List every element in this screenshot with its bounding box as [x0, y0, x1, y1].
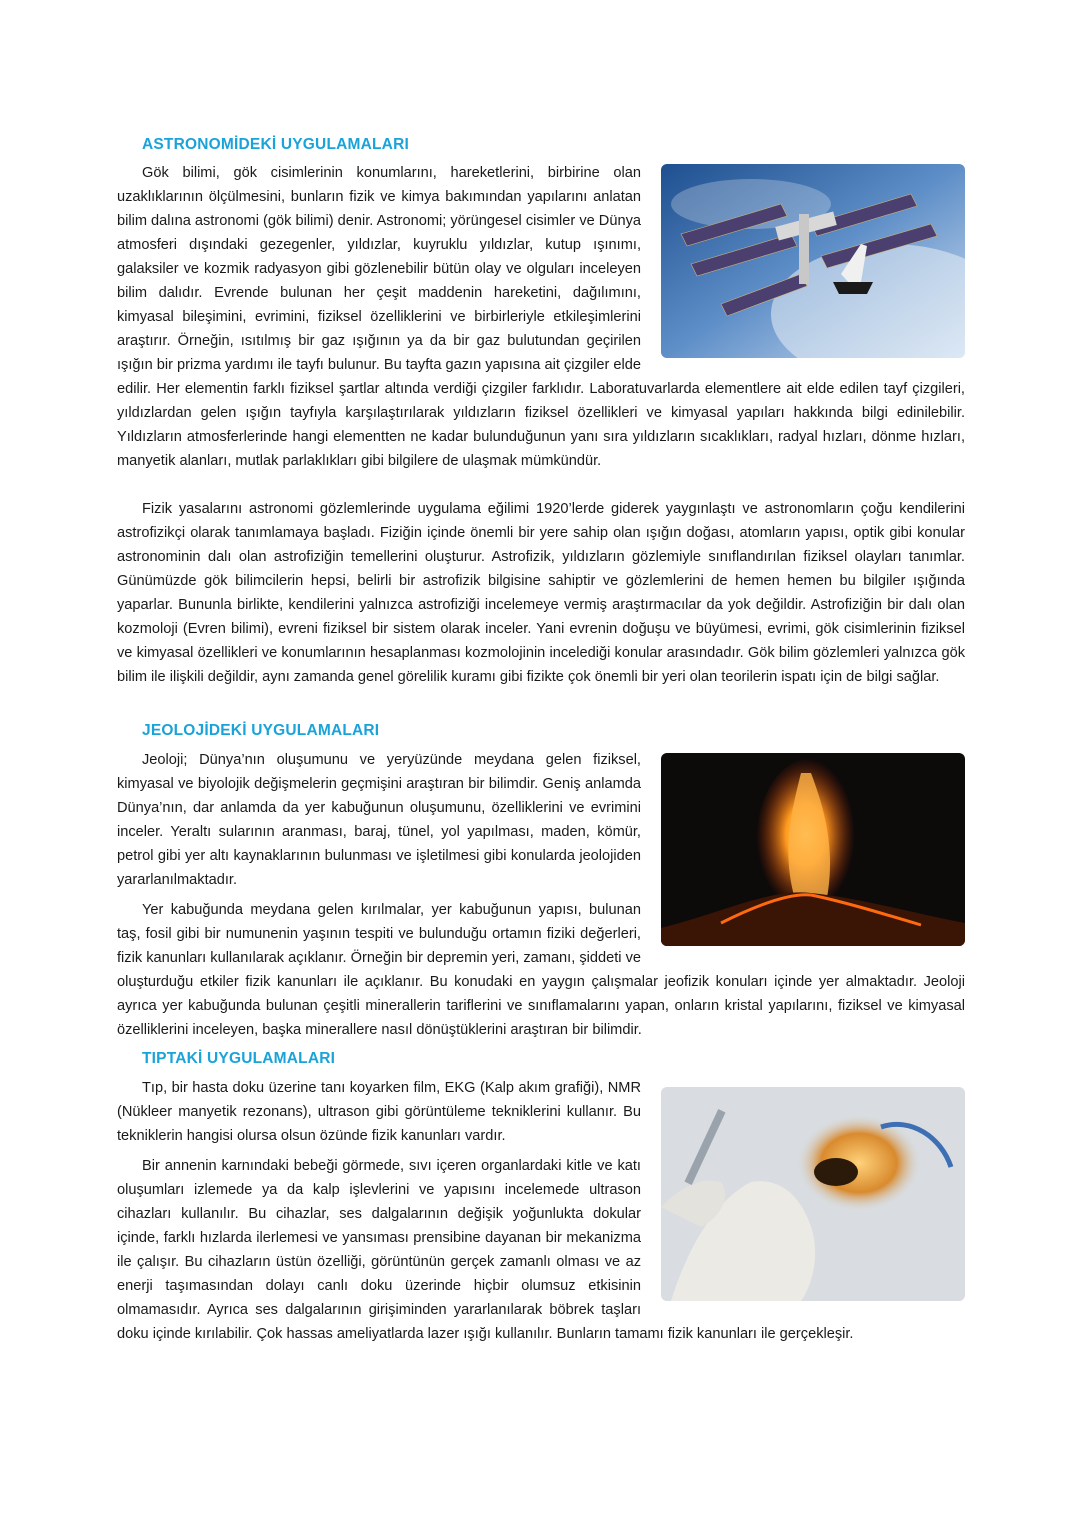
space-station-photo	[661, 164, 965, 358]
astronomy-paragraph-2: Fizik yasalarını astronomi gözlemlerinde uygulama eğilimi 1920’lerde giderek yaygınlaştı ve astronomların çoğu kendilerini astrofizikçi olarak tanımlamaya başladı. Fiziğin içinde önemli bir yere sahip olan ışığın doğası, atomların yapısı, optik gibi konular astronominin dalı olan astrofiziğin temellerini oluşturur. Astrofizik, yıldızların gözlemiyle sınıflandırılan fiziksel olayları tanımlar. Günümüzde gök bilimcilerin hepsi, belirli bir astrofizik bilgisine sahiptir ve gözlemlerini de hemen hemen bu bilgiler ışığında yaparlar. Bununla birlikte, kendilerini yalnızca astrofiziği incelemeye vermiş araştırmacılar da yok değildir. Astrofiziğin bir dalı olan kozmoloji (Evren bilimi), evreni fiziksel bir sistem olarak inceler. Yani evrenin doğuşu ve büyümesi, evrimi, gök cisimlerinin fiziksel ve kimyasal özellikleri ve konumlarının hesaplanması kozmolojinin incelediği konular arasındadır. Gök bilim gözlemleri yalnızca gök bilim ile ilişkili değildir, aynı zamanda genel görelilik kuramı gibi fizikte çok önemli bir yeri olan teorilerin ispatı için de bilgi sağlar.	[117, 501, 965, 685]
astronomy-heading: ASTRONOMİDEKİ UYGULAMALARI	[142, 136, 409, 153]
volcano-image	[661, 753, 965, 946]
medicine-heading: TIPTAKİ UYGULAMALARI	[142, 1050, 336, 1067]
geology-paragraph-1: Jeoloji; Dünya’nın oluşumunu ve yeryüzünde meydana gelen fiziksel, kimyasal ve biyolojik değişmelerin geçmişini araştıran bir bilimdir. Geniş anlamda Dünya’nın, dar anlamda da yer kabuğunun oluşumunu, özelliklerini ve evrimini inceler. Yeraltı sularının aranması, baraj, tünel, yol yapılması, maden, kömür, petrol gibi yer altı kaynaklarının bulunması ve işletilmesi gibi konularda jeolojiden yararlanılmaktadır.	[117, 752, 641, 888]
astronomy-paragraph-1-text: Gök bilimi, gök cisimlerinin konumlarını, hareketlerini, birbirine olan uzaklıklarının ölçülmesini, bunların fizik ve kimya bakımından yapılarını anlatan bilim dalına astronomi (gök bilimi) denir. Astronomi; yörüngesel cisimler ve Dünya atmosferi dışındaki gezegenler, yıldızlar, kuyruklu yıldızlar, kutup ışınımı, galaksiler ve kozmik radyasyon gibi gözlenebilir bütün olay ve olguları inceleyen bilim dalıdır. Evrende bulunan her çeşit maddenin hareketini, dağılımını, kimyasal bileşimini, evrimini, fiziksel özelliklerini ve birbirleriyle etkileşimlerini araştırır. Örneğin, ısıtılmış bir gaz ışığının ya da bir gaz bulutundan geçirilen ışığın bir prizma yardımı ile tayfı bulunur. Bu tayfta gazın yapısına ait çizgiler elde edilir. Her elementin farklı fiziksel şartlar altında verdiği çizgiler farklıdır. Laboratuvarlarda elementlere ait elde edilen tayf çizgileri, yıldızlardan gelen ışığın tayfıyla karşılaştırılarak yıldızların fiziksel özellikleri ve kimyasal yapıları hakkında bilgi edinilebilir. Yıldızların atmosferlerinde hangi elementten ne kadar bulunduğunun yanı sıra yıldızların sıcaklıkları, radyal hızları, dönme hızları, manyetik alanları, mutlak parlaklıkları gibi bilgilere de ulaşmak mümkündür.	[117, 165, 965, 469]
surgery-photo	[661, 1087, 965, 1301]
geology-paragraph-2: Yer kabuğunda meydana gelen kırılmalar, yer kabuğunun yapısı, bulunan taş, fosil gibi bir numunenin yaşının tespiti ve bulunduğu ortamın fiziki değerleri, fizik kanunları kullanılarak açıklanır. Örneğin bir depremin yeri, zamanı, şiddeti ve oluşturduğu etkiler fizik kanunları ile açıklanır. Bu konudaki en yaygın çalışmalar jeofizik konuları içinde yer almaktadır. Jeoloji ayrıca yer kabuğunda bulunan çeşitli minerallerin tariflerini ve sınıflamalarını yapan, onların kristal yapılarını, fiziksel ve kimyasal özelliklerini inceleyen, başka minerallere nasıl dönüştüklerini araştıran bir bilimdir.	[117, 902, 965, 1038]
astronomy-paragraph-1	[117, 161, 965, 473]
geology-heading: JEOLOJİDEKİ UYGULAMALARI	[142, 722, 380, 739]
medicine-section	[117, 1076, 965, 1346]
space-station-image	[661, 164, 965, 358]
medicine-paragraph-1: Tıp, bir hasta doku üzerine tanı koyarken film, EKG (Kalp akım grafiği), NMR (Nükleer manyetik rezonans), ultrason gibi görüntüleme tekniklerini kullanır. Bu tekniklerin hangisi olursa olsun özünde fizik kanunları vardır.	[117, 1080, 641, 1144]
medicine-paragraph-2: Bir annenin karnındaki bebeği görmede, sıvı içeren organlardaki kitle ve katı oluşumları izlemede ya da kalp işlevlerini ve yapısını incelemede ultrason cihazları kullanılır. Bu cihazlar, ses dalgalarının değişik yoğunlukta dokular içinde, farklı hızlarda ilerlemesi ve yansıması prensibine dayanan bir mekanizma ile çalışır. Bu cihazların üstün özelliği, görüntünün gerçek zamanlı olması ve az enerji taşımasından dolayı canlı doku üzerinde hiçbir olumsuz etkisinin olmamasıdır. Ayrıca ses dalgalarının girişiminden yararlanılarak böbrek taşları doku içinde kırılabilir. Çok hassas ameliyatlarda lazer ışığı kullanılır. Bunların tamamı fizik kanunları ile gerçekleşir.	[117, 1158, 854, 1342]
surgery-image	[661, 1087, 965, 1301]
geology-section	[117, 748, 965, 1042]
volcano-photo	[661, 753, 965, 946]
